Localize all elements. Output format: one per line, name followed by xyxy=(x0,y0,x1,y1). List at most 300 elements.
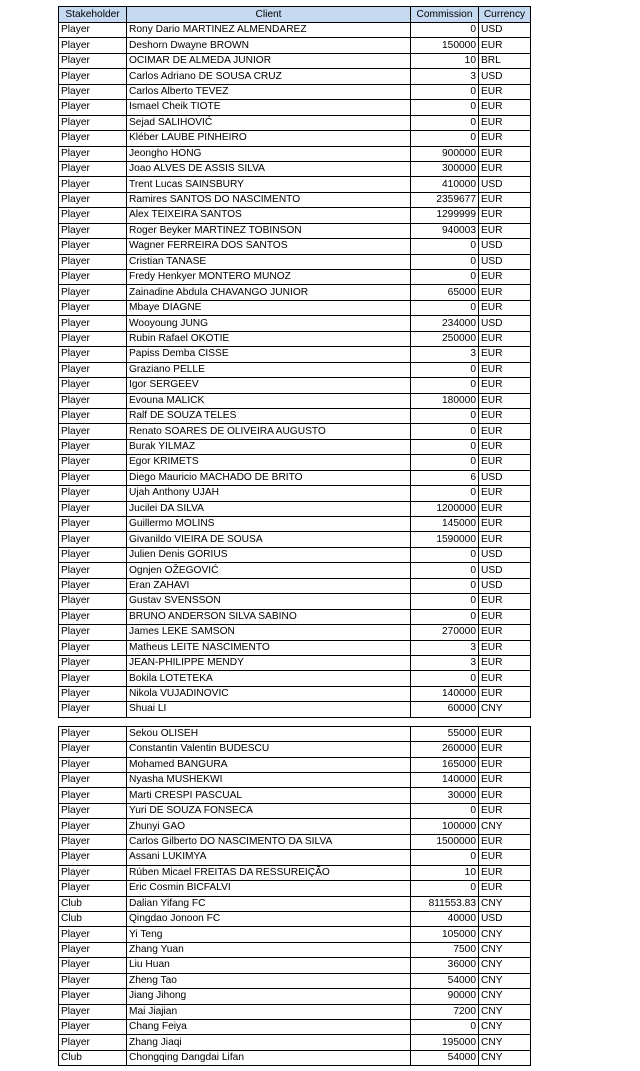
cell-stakeholder: Player xyxy=(59,989,127,1004)
cell-currency: EUR xyxy=(479,455,531,470)
cell-client: Zainadine Abdula CHAVANGO JUNIOR xyxy=(127,285,411,300)
cell-stakeholder: Player xyxy=(59,958,127,973)
table-row xyxy=(59,470,531,485)
cell-client: Matheus LEITE NASCIMENTO xyxy=(127,640,411,655)
table-row xyxy=(59,726,531,741)
cell-stakeholder: Player xyxy=(59,38,127,53)
cell-client: Nikola VUJADINOVIC xyxy=(127,686,411,701)
table-row xyxy=(59,331,531,346)
cell-client: Sejad SALIHOVIĆ xyxy=(127,115,411,130)
cell-currency: EUR xyxy=(479,347,531,362)
table-row xyxy=(59,285,531,300)
table-row xyxy=(59,973,531,988)
cell-client: BRUNO ANDERSON SILVA SABINO xyxy=(127,609,411,624)
table-row xyxy=(59,270,531,285)
cell-currency: CNY xyxy=(479,1004,531,1019)
cell-stakeholder: Player xyxy=(59,563,127,578)
cell-client: JEAN-PHILIPPE MENDY xyxy=(127,655,411,670)
cell-stakeholder: Player xyxy=(59,517,127,532)
cell-stakeholder: Player xyxy=(59,177,127,192)
cell-client: Jucilei DA SILVA xyxy=(127,501,411,516)
cell-client: Yuri DE SOUZA FONSECA xyxy=(127,803,411,818)
cell-commission: 1500000 xyxy=(411,834,479,849)
cell-currency: EUR xyxy=(479,100,531,115)
page-break xyxy=(59,717,531,726)
table-row xyxy=(59,1020,531,1035)
cell-currency: EUR xyxy=(479,640,531,655)
cell-currency: CNY xyxy=(479,958,531,973)
cell-client: Ramires SANTOS DO NASCIMENTO xyxy=(127,192,411,207)
cell-currency: EUR xyxy=(479,609,531,624)
cell-commission: 0 xyxy=(411,1020,479,1035)
cell-currency: EUR xyxy=(479,38,531,53)
cell-stakeholder: Player xyxy=(59,393,127,408)
cell-client: Roger Beyker MARTINEZ TOBINSON xyxy=(127,223,411,238)
table-row xyxy=(59,362,531,377)
cell-client: Ralf DE SOUZA TELES xyxy=(127,408,411,423)
cell-client: Jeongho HONG xyxy=(127,146,411,161)
table-row xyxy=(59,834,531,849)
cell-currency: USD xyxy=(479,69,531,84)
cell-client: Kléber LAUBE PINHEIRO xyxy=(127,131,411,146)
cell-stakeholder: Player xyxy=(59,316,127,331)
cell-client: Fredy Henkyer MONTERO MUNOZ xyxy=(127,270,411,285)
cell-commission: 0 xyxy=(411,547,479,562)
cell-client: Rúben Micael FREITAS DA RESSUREIÇÃO xyxy=(127,865,411,880)
cell-commission: 3 xyxy=(411,347,479,362)
table-row xyxy=(59,501,531,516)
cell-stakeholder: Player xyxy=(59,1020,127,1035)
cell-commission: 0 xyxy=(411,300,479,315)
table-row xyxy=(59,439,531,454)
cell-commission: 300000 xyxy=(411,161,479,176)
cell-client: Egor KRIMETS xyxy=(127,455,411,470)
cell-stakeholder: Player xyxy=(59,927,127,942)
cell-commission: 90000 xyxy=(411,989,479,1004)
cell-currency: EUR xyxy=(479,686,531,701)
cell-commission: 270000 xyxy=(411,625,479,640)
table-row xyxy=(59,115,531,130)
cell-stakeholder: Player xyxy=(59,757,127,772)
cell-stakeholder: Player xyxy=(59,486,127,501)
cell-stakeholder: Player xyxy=(59,609,127,624)
table-row xyxy=(59,773,531,788)
cell-currency: EUR xyxy=(479,501,531,516)
cell-client: Marti CRESPI PASCUAL xyxy=(127,788,411,803)
cell-commission: 36000 xyxy=(411,958,479,973)
table-row xyxy=(59,850,531,865)
table-row xyxy=(59,192,531,207)
cell-commission: 900000 xyxy=(411,146,479,161)
table-row xyxy=(59,788,531,803)
cell-stakeholder: Player xyxy=(59,439,127,454)
cell-currency: EUR xyxy=(479,788,531,803)
cell-stakeholder: Player xyxy=(59,773,127,788)
cell-currency: EUR xyxy=(479,161,531,176)
cell-client: Rony Dario MARTINEZ ALMENDAREZ xyxy=(127,23,411,38)
cell-stakeholder: Player xyxy=(59,640,127,655)
cell-currency: EUR xyxy=(479,408,531,423)
cell-stakeholder: Player xyxy=(59,686,127,701)
table-row xyxy=(59,671,531,686)
cell-client: Eric Cosmin BICFALVI xyxy=(127,881,411,896)
cell-currency: CNY xyxy=(479,942,531,957)
cell-client: Ujah Anthony UJAH xyxy=(127,486,411,501)
cell-client: Graziano PELLE xyxy=(127,362,411,377)
table-row xyxy=(59,655,531,670)
cell-commission: 0 xyxy=(411,563,479,578)
cell-stakeholder: Player xyxy=(59,1035,127,1050)
cell-currency: EUR xyxy=(479,742,531,757)
table-row xyxy=(59,989,531,1004)
cell-stakeholder: Player xyxy=(59,578,127,593)
table-row xyxy=(59,23,531,38)
cell-currency: CNY xyxy=(479,896,531,911)
cell-currency: EUR xyxy=(479,726,531,741)
table-row xyxy=(59,316,531,331)
table-row xyxy=(59,865,531,880)
cell-stakeholder: Club xyxy=(59,911,127,926)
cell-client: Mohamed BANGURA xyxy=(127,757,411,772)
table-row xyxy=(59,393,531,408)
cell-stakeholder: Player xyxy=(59,331,127,346)
cell-stakeholder: Player xyxy=(59,865,127,880)
cell-commission: 7500 xyxy=(411,942,479,957)
cell-commission: 6 xyxy=(411,470,479,485)
cell-currency: EUR xyxy=(479,773,531,788)
table-row xyxy=(59,408,531,423)
cell-client: Diego Mauricio MACHADO DE BRITO xyxy=(127,470,411,485)
cell-commission: 234000 xyxy=(411,316,479,331)
cell-currency: EUR xyxy=(479,223,531,238)
cell-stakeholder: Player xyxy=(59,131,127,146)
table-row xyxy=(59,942,531,957)
cell-client: Evouna MALICK xyxy=(127,393,411,408)
header-commission: Commission xyxy=(411,7,479,23)
cell-currency: USD xyxy=(479,239,531,254)
table-row xyxy=(59,146,531,161)
cell-client: Gustav SVENSSON xyxy=(127,594,411,609)
cell-client: Guillermo MOLINS xyxy=(127,517,411,532)
cell-stakeholder: Player xyxy=(59,594,127,609)
table-row xyxy=(59,819,531,834)
cell-currency: EUR xyxy=(479,594,531,609)
cell-commission: 145000 xyxy=(411,517,479,532)
cell-commission: 1299999 xyxy=(411,208,479,223)
cell-client: Shuai LI xyxy=(127,702,411,717)
cell-client: Liu Huan xyxy=(127,958,411,973)
cell-client: Zheng Tao xyxy=(127,973,411,988)
cell-commission: 30000 xyxy=(411,788,479,803)
cell-stakeholder: Player xyxy=(59,803,127,818)
cell-stakeholder: Player xyxy=(59,973,127,988)
cell-currency: EUR xyxy=(479,757,531,772)
table-row xyxy=(59,640,531,655)
table-row xyxy=(59,424,531,439)
table-row xyxy=(59,38,531,53)
cell-commission: 0 xyxy=(411,239,479,254)
cell-currency: EUR xyxy=(479,84,531,99)
table-row xyxy=(59,347,531,362)
cell-client: Ismael Cheik TIOTE xyxy=(127,100,411,115)
cell-stakeholder: Player xyxy=(59,655,127,670)
cell-client: Burak YILMAZ xyxy=(127,439,411,454)
cell-commission: 0 xyxy=(411,671,479,686)
cell-commission: 0 xyxy=(411,609,479,624)
cell-client: Nyasha MUSHEKWI xyxy=(127,773,411,788)
cell-currency: EUR xyxy=(479,270,531,285)
cell-client: Igor SERGEEV xyxy=(127,378,411,393)
cell-stakeholder: Player xyxy=(59,819,127,834)
cell-commission: 55000 xyxy=(411,726,479,741)
cell-stakeholder: Player xyxy=(59,192,127,207)
table-row xyxy=(59,161,531,176)
cell-stakeholder: Player xyxy=(59,146,127,161)
cell-currency: EUR xyxy=(479,850,531,865)
cell-currency: CNY xyxy=(479,1020,531,1035)
cell-commission: 2359677 xyxy=(411,192,479,207)
cell-client: Eran ZAHAVI xyxy=(127,578,411,593)
cell-commission: 811553.83 xyxy=(411,896,479,911)
cell-stakeholder: Player xyxy=(59,378,127,393)
table-row xyxy=(59,1050,531,1065)
cell-stakeholder: Player xyxy=(59,84,127,99)
cell-commission: 165000 xyxy=(411,757,479,772)
table-row xyxy=(59,958,531,973)
cell-currency: EUR xyxy=(479,208,531,223)
cell-currency: EUR xyxy=(479,486,531,501)
cell-currency: EUR xyxy=(479,378,531,393)
table-row xyxy=(59,609,531,624)
table-row xyxy=(59,532,531,547)
table-row xyxy=(59,742,531,757)
cell-client: Zhunyi GAO xyxy=(127,819,411,834)
cell-currency: USD xyxy=(479,911,531,926)
cell-commission: 140000 xyxy=(411,686,479,701)
cell-commission: 1200000 xyxy=(411,501,479,516)
cell-currency: EUR xyxy=(479,131,531,146)
table-row xyxy=(59,177,531,192)
cell-stakeholder: Player xyxy=(59,742,127,757)
cell-commission: 0 xyxy=(411,115,479,130)
table-row xyxy=(59,69,531,84)
table-row xyxy=(59,1004,531,1019)
cell-stakeholder: Player xyxy=(59,726,127,741)
cell-client: Bokila LOTETEKA xyxy=(127,671,411,686)
cell-stakeholder: Player xyxy=(59,285,127,300)
cell-stakeholder: Player xyxy=(59,23,127,38)
cell-client: Assani LUKIMYA xyxy=(127,850,411,865)
cell-commission: 0 xyxy=(411,803,479,818)
cell-currency: USD xyxy=(479,563,531,578)
cell-commission: 195000 xyxy=(411,1035,479,1050)
cell-stakeholder: Player xyxy=(59,788,127,803)
cell-stakeholder: Club xyxy=(59,896,127,911)
cell-commission: 54000 xyxy=(411,973,479,988)
cell-commission: 140000 xyxy=(411,773,479,788)
header-row xyxy=(59,7,531,23)
cell-commission: 0 xyxy=(411,594,479,609)
cell-commission: 0 xyxy=(411,578,479,593)
cell-stakeholder: Player xyxy=(59,671,127,686)
table-row xyxy=(59,625,531,640)
cell-commission: 410000 xyxy=(411,177,479,192)
cell-currency: EUR xyxy=(479,393,531,408)
cell-currency: EUR xyxy=(479,331,531,346)
cell-client: Trent Lucas SAINSBURY xyxy=(127,177,411,192)
table-row xyxy=(59,896,531,911)
table-row xyxy=(59,594,531,609)
commission-sheet xyxy=(58,6,526,1066)
cell-commission: 54000 xyxy=(411,1050,479,1065)
cell-commission: 0 xyxy=(411,84,479,99)
cell-client: Givanildo VIEIRA DE SOUSA xyxy=(127,532,411,547)
cell-client: Joao ALVES DE ASSIS SILVA xyxy=(127,161,411,176)
cell-stakeholder: Player xyxy=(59,270,127,285)
cell-client: Sekou OLISEH xyxy=(127,726,411,741)
table-row xyxy=(59,300,531,315)
cell-stakeholder: Player xyxy=(59,881,127,896)
table-row xyxy=(59,455,531,470)
table-row xyxy=(59,223,531,238)
header-client: Client xyxy=(127,7,411,23)
cell-commission: 60000 xyxy=(411,702,479,717)
cell-client: James LEKE SAMSON xyxy=(127,625,411,640)
cell-stakeholder: Player xyxy=(59,702,127,717)
cell-stakeholder: Player xyxy=(59,455,127,470)
cell-currency: EUR xyxy=(479,655,531,670)
cell-commission: 0 xyxy=(411,881,479,896)
cell-currency: EUR xyxy=(479,192,531,207)
table-body-part1 xyxy=(59,23,531,718)
cell-currency: CNY xyxy=(479,702,531,717)
commission-table xyxy=(58,6,531,1066)
cell-currency: EUR xyxy=(479,424,531,439)
cell-client: Deshorn Dwayne BROWN xyxy=(127,38,411,53)
cell-commission: 0 xyxy=(411,408,479,423)
table-row xyxy=(59,517,531,532)
cell-currency: EUR xyxy=(479,532,531,547)
cell-stakeholder: Player xyxy=(59,223,127,238)
cell-currency: EUR xyxy=(479,834,531,849)
cell-stakeholder: Player xyxy=(59,850,127,865)
table-row xyxy=(59,254,531,269)
cell-commission: 0 xyxy=(411,131,479,146)
table-row xyxy=(59,911,531,926)
cell-client: OCIMAR DE ALMEDA JUNIOR xyxy=(127,53,411,68)
cell-currency: EUR xyxy=(479,625,531,640)
cell-commission: 0 xyxy=(411,439,479,454)
cell-commission: 0 xyxy=(411,254,479,269)
cell-client: Wagner FERREIRA DOS SANTOS xyxy=(127,239,411,254)
cell-commission: 3 xyxy=(411,640,479,655)
cell-stakeholder: Player xyxy=(59,100,127,115)
table-row xyxy=(59,927,531,942)
cell-stakeholder: Club xyxy=(59,1050,127,1065)
table-body-part2 xyxy=(59,726,531,1066)
table-row xyxy=(59,702,531,717)
cell-client: Alex TEIXEIRA SANTOS xyxy=(127,208,411,223)
table-row xyxy=(59,378,531,393)
table-row xyxy=(59,563,531,578)
cell-currency: EUR xyxy=(479,671,531,686)
table-row xyxy=(59,131,531,146)
cell-stakeholder: Player xyxy=(59,625,127,640)
cell-currency: CNY xyxy=(479,1050,531,1065)
cell-stakeholder: Player xyxy=(59,470,127,485)
cell-stakeholder: Player xyxy=(59,347,127,362)
cell-stakeholder: Player xyxy=(59,115,127,130)
cell-commission: 0 xyxy=(411,23,479,38)
cell-currency: USD xyxy=(479,578,531,593)
cell-currency: USD xyxy=(479,470,531,485)
cell-client: Chang Feiya xyxy=(127,1020,411,1035)
cell-currency: CNY xyxy=(479,1035,531,1050)
cell-currency: USD xyxy=(479,177,531,192)
cell-stakeholder: Player xyxy=(59,208,127,223)
page-break-row xyxy=(59,717,531,726)
cell-client: Ognjen OŽEGOVIĆ xyxy=(127,563,411,578)
cell-currency: EUR xyxy=(479,881,531,896)
cell-commission: 40000 xyxy=(411,911,479,926)
cell-currency: USD xyxy=(479,254,531,269)
cell-stakeholder: Player xyxy=(59,1004,127,1019)
cell-commission: 10 xyxy=(411,865,479,880)
cell-commission: 150000 xyxy=(411,38,479,53)
cell-commission: 250000 xyxy=(411,331,479,346)
table-row xyxy=(59,881,531,896)
table-row xyxy=(59,84,531,99)
cell-client: Constantin Valentin BUDESCU xyxy=(127,742,411,757)
cell-commission: 7200 xyxy=(411,1004,479,1019)
cell-stakeholder: Player xyxy=(59,161,127,176)
cell-currency: EUR xyxy=(479,439,531,454)
cell-currency: EUR xyxy=(479,803,531,818)
cell-client: Chongqing Dangdai Lifan xyxy=(127,1050,411,1065)
cell-commission: 0 xyxy=(411,424,479,439)
cell-currency: EUR xyxy=(479,865,531,880)
cell-currency: USD xyxy=(479,547,531,562)
cell-commission: 65000 xyxy=(411,285,479,300)
cell-stakeholder: Player xyxy=(59,239,127,254)
cell-currency: USD xyxy=(479,316,531,331)
cell-commission: 260000 xyxy=(411,742,479,757)
cell-commission: 0 xyxy=(411,486,479,501)
cell-client: Dalian Yifang FC xyxy=(127,896,411,911)
table-row xyxy=(59,208,531,223)
cell-client: Mbaye DIAGNE xyxy=(127,300,411,315)
cell-commission: 0 xyxy=(411,378,479,393)
cell-commission: 0 xyxy=(411,100,479,115)
header-stakeholder: Stakeholder xyxy=(59,7,127,23)
cell-commission: 105000 xyxy=(411,927,479,942)
cell-currency: EUR xyxy=(479,300,531,315)
table-row xyxy=(59,100,531,115)
cell-currency: EUR xyxy=(479,115,531,130)
cell-stakeholder: Player xyxy=(59,834,127,849)
table-row xyxy=(59,239,531,254)
cell-commission: 10 xyxy=(411,53,479,68)
cell-stakeholder: Player xyxy=(59,942,127,957)
table-row xyxy=(59,578,531,593)
cell-client: Carlos Alberto TEVEZ xyxy=(127,84,411,99)
table-row xyxy=(59,486,531,501)
cell-client: Julien Denis GORIUS xyxy=(127,547,411,562)
table-row xyxy=(59,53,531,68)
cell-currency: CNY xyxy=(479,819,531,834)
cell-client: Cristian TANASE xyxy=(127,254,411,269)
table-row xyxy=(59,803,531,818)
